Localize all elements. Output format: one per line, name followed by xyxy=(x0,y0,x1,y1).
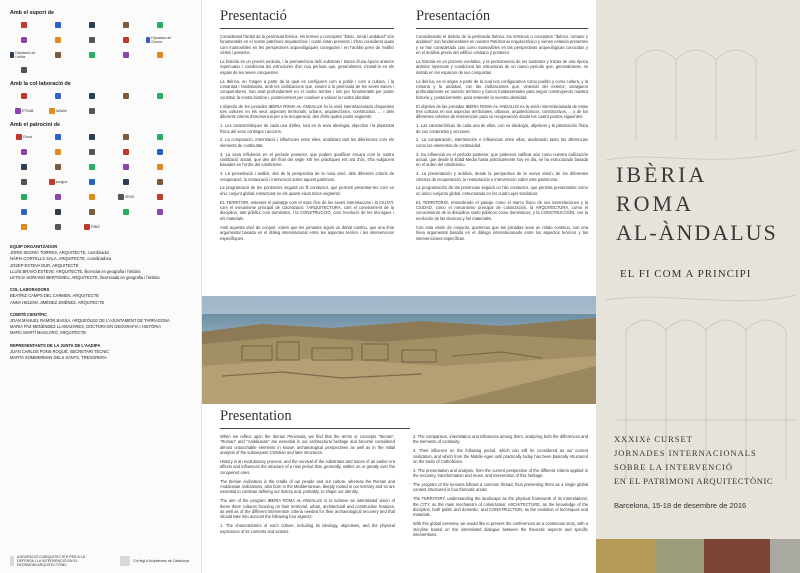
generic-logo-icon xyxy=(16,134,22,140)
collaborator-name: BEATRIZ CAMPS DEL CARMEN, ARQUITECTE xyxy=(10,293,99,299)
catalan-paragraph: L'objectiu de les jornades IBÈRIA ROMA AL-ÀNDALUS és la visió interrelacionada d'aquestes tres cultures en els seus aspectes territorials, urbans, arquitectònics, constructius, ... i dels diferents criteris d'intervenció per a la recuperació, des d'ells quatre punts següents: xyxy=(220,103,394,120)
english-paragraph: The Iberian civilization is the cradle of our people and our culture, whereas the Roman and Andalusian civilizations, also born in the Mediterranean, deeply rooted in our territory and so are essential to continue defining our history and, probably, to shape our identity. xyxy=(220,478,395,495)
english-column-left xyxy=(220,434,395,541)
junta-list xyxy=(10,349,191,361)
event-line-3: SOBRE LA INTERVENCIÓ xyxy=(614,462,733,472)
sponsor-panel xyxy=(0,0,202,573)
support-logo xyxy=(10,19,38,30)
generic-logo-icon xyxy=(21,67,27,73)
generic-logo-icon xyxy=(123,149,129,155)
spanish-title: Presentación xyxy=(416,8,588,29)
patron-logo xyxy=(146,206,174,217)
site-photo-icon xyxy=(202,296,596,404)
cover-title-line-1: IBÈRIA xyxy=(616,162,708,187)
spanish-paragraph: 1. Las características de cada una de ellas, con su ideología, objetivos y la plasmación física de sus contenidos y acciones. xyxy=(416,123,588,134)
patron-logo xyxy=(44,131,72,142)
organizer-name: NÀRIA CORTELLS SALA, ARQUITECTE, coordinadora xyxy=(10,256,112,262)
generic-logo-icon xyxy=(55,52,61,58)
cover-title-line-3: AL-ÀNDALUS xyxy=(616,220,778,245)
english-paragraph: The TERRITORY, understanding the landscape as the physical framework of its interrelations; the CITY, as the main mechanism of colonization; ARCHITECTURE, as the knowledge of the discipline, both public and domestic; and CONSTRUCTION, as the evolution of techniques and materials. xyxy=(413,496,588,518)
generic-logo-icon xyxy=(157,93,163,99)
catalan-paragraph: La Ibèrica, en l'origen a partir de la qual es configuren com a poble i com a cultura, i la romanitat i l'andalusina, amb les civilitzacions que, essent a la península de les seves traces i conqueridores, han anat profundament en el nostre territori i són per fonamentals per poder construir la nostra història i, posteriorment per conèixer a valorar la nostra identitat. xyxy=(220,78,394,100)
generic-logo-icon xyxy=(55,149,61,155)
generic-logo-icon xyxy=(55,22,61,28)
generic-logo-icon xyxy=(55,209,61,215)
support-heading: Amb el suport de xyxy=(10,10,55,16)
collab-logo xyxy=(78,90,106,101)
cover-title-line-2: ROMA xyxy=(616,191,695,216)
english-paragraph: The program of the lectures follows a common thread, thus presenting them as a single global content structured in four thematic areas: xyxy=(413,482,588,493)
english-paragraph: 4. The presentation and analysis, from the current perspective of the different criteria applied in the recovery, transformation and reuse, and intervention of this heritage. xyxy=(413,467,588,479)
spanish-paragraph: La historia es un proceso evolutivo, y la permanencia de los sustratos y trazas de una época anterior repercute y condiciona las estructuras de un nuevo período que, generalmente, se instala en los espacios de sus conquistas. xyxy=(416,59,588,75)
support-logo-label: Diputació de Lleida xyxy=(15,50,36,59)
cover-title xyxy=(616,160,778,247)
patron-logo xyxy=(10,206,38,217)
catalan-paragraph: Amb aquesta visió de conjunt, volem que les jornades siguin un debat continu, que una línia argumental basada en el diàleg interrelacionat entre les aspectes teòrics i les intervencions específiques. xyxy=(220,224,394,241)
generic-logo-icon xyxy=(89,93,95,99)
spanish-paragraph: EL TERRITORIO, entendiendo el paisaje como el marco físico de sus interrelaciones y la CIUDAD, como el mecanismo principal de colonización, la ARQUITECTURA, como el conocimiento de la disciplina, tanto públicos como domésticos, y la CONSTRUCCIÓN, con la evolución de las técnicas y los materiales. xyxy=(416,199,588,221)
footer-logos xyxy=(10,555,200,567)
patron-logo xyxy=(112,191,140,202)
junta-member: JUAN CARLOS PONS ROQUÉ, SECRETARI TÈCNIC xyxy=(10,348,110,354)
generic-logo-icon xyxy=(89,52,95,58)
organizer-name: JOSEP ESTEVA DUR, ARQUITECTE xyxy=(10,262,79,268)
patron-logo xyxy=(78,176,106,187)
collab-logo xyxy=(44,105,72,116)
committee-list xyxy=(10,318,191,337)
generic-logo-icon xyxy=(89,179,95,185)
patron-logo-label: Roca xyxy=(23,134,32,139)
patron-logo xyxy=(78,131,106,142)
patron-logo xyxy=(10,221,38,232)
generic-logo-icon xyxy=(55,93,61,99)
cover-stripe-2 xyxy=(656,539,704,573)
patron-logo xyxy=(78,221,106,232)
patron-logo-grid xyxy=(10,131,191,232)
generic-logo-icon xyxy=(55,224,61,230)
generic-logo-icon xyxy=(123,37,129,43)
patron-logo xyxy=(146,176,174,187)
generic-logo-icon xyxy=(89,209,95,215)
english-presentation xyxy=(206,404,596,573)
support-logo xyxy=(10,64,38,75)
spanish-paragraph: Considerando el ámbito de la península Ibérica, los términos o conceptos "ibérico, romano y andalusí" son fundamentales en nuestro Patrimonio Arquitectónico y vienen estando presentes y se han considerado casi como inamovibles en las perspectivas arqueológicas conocidas y en el análisis previo del edificio cristiano y posterior. xyxy=(416,34,588,56)
cover-stripe-4 xyxy=(770,539,800,573)
committee-member: JOAN MANUEL RAMÓN BASSA, ARQUEÒLEG DE L'AJUNTAMENT DE TARRAGONA xyxy=(10,318,170,324)
patron-logo-label: ISSSI xyxy=(124,194,135,199)
english-paragraph: When we reflect upon the Iberian Peninsula, we find that the terms or concepts "Iberian", "Roman" and "Andalusian" are essential in our architectural heritage and become considered almost untouchable elements in known archaeological perspectives as well as in the initial analysis of the subsequent Christian and later structures. xyxy=(220,434,395,456)
collab-logo-label: ETSAB xyxy=(21,108,34,113)
generic-logo-icon xyxy=(21,22,27,28)
patron-logo xyxy=(146,191,174,202)
spanish-paragraph: 3. Su influencia en el período posterior, que podemos calificar aún como nuestra civilización actual, que desde la Edad Media hasta prácticamente hoy en día, se ha estructurado basada en el orden del catolicismo. xyxy=(416,151,588,168)
patron-logo-label: RIBÓ xyxy=(91,224,100,229)
organizer-name: LETICIA SORIANO BERTOMEU, ARQUITECTE, llicenciada en geografia i història xyxy=(10,275,160,281)
generic-logo-icon xyxy=(89,194,95,200)
event-line-2: JORNADES INTERNACIONALS xyxy=(614,448,757,458)
patron-logo-label: sorigué xyxy=(55,179,68,184)
junta-heading: REPRESENTANTS DE LA JUNTA DE L'AADIPA xyxy=(10,342,101,348)
patron-logo xyxy=(112,161,140,172)
coac-logo-icon xyxy=(120,556,130,566)
patron-logo xyxy=(78,146,106,157)
generic-logo-icon xyxy=(157,22,163,28)
generic-logo-icon xyxy=(157,179,163,185)
generic-logo-icon xyxy=(157,52,163,58)
patron-logo xyxy=(112,131,140,142)
generic-logo-icon xyxy=(157,134,163,140)
generic-logo-icon xyxy=(123,179,129,185)
english-paragraph: With this global overview, we would like to present the conferences as a continuous story, with a storyline based on the interrelated dialogue between the theoretic aspects and specific interventions. xyxy=(413,521,588,538)
collab-logo-grid xyxy=(10,90,191,116)
organizer-name: JORDI SEGRIÀ TORRES, ARQUITECTE, coordinador xyxy=(10,250,110,256)
generic-logo-icon xyxy=(89,22,95,28)
catalan-paragraph: La programació de les ponències seguirà un fil conductor, que permeti presentar-les com un únic conjunt global, estructurat en els quatre eixos tancs següents: xyxy=(220,185,394,196)
support-logo xyxy=(44,49,72,60)
patron-logo xyxy=(10,176,38,187)
patron-logo xyxy=(10,191,38,202)
generic-logo-icon xyxy=(89,164,95,170)
event-date: Barcelona, 15-18 de desembre de 2016 xyxy=(614,501,747,510)
generic-logo-icon xyxy=(123,209,129,215)
generic-logo-icon xyxy=(55,37,61,43)
cover-stripe-1 xyxy=(596,539,656,573)
committee-member: MARIA PAZ MENÉNDEZ LLAMAZARES, DOCTORA EN GEOGRAFIA I HISTÒRIA xyxy=(10,324,162,330)
generic-logo-icon xyxy=(89,149,95,155)
support-logo-grid xyxy=(10,19,191,75)
generic-logo-icon xyxy=(49,108,55,114)
generic-logo-icon xyxy=(21,209,27,215)
patron-logo xyxy=(44,206,72,217)
patron-logo xyxy=(10,131,38,142)
cover-subtitle: EL FI COM A PRINCIPI xyxy=(620,268,752,280)
generic-logo-icon xyxy=(118,194,124,200)
aqueduct-outline-icon xyxy=(596,0,800,573)
collab-logo xyxy=(44,90,72,101)
aadipa-logo-icon xyxy=(10,556,14,566)
spanish-paragraph: 4. La presentación y análisis, desde la perspectiva de la nueva visión, de los diferentes criterios de recuperación, la restauración e intervención sobre este patrimonio. xyxy=(416,171,588,182)
support-logo xyxy=(44,19,72,30)
catalan-paragraph: 2. La comparació, interrelació i influències entre elles, analitzant tant les diferències com els elements de continuïtat. xyxy=(220,137,394,148)
patron-logo xyxy=(10,146,38,157)
patron-logo xyxy=(78,206,106,217)
generic-logo-icon xyxy=(10,52,14,58)
patron-logo xyxy=(44,191,72,202)
cover-panel xyxy=(596,0,800,573)
support-logo xyxy=(78,19,106,30)
support-logo xyxy=(112,49,140,60)
generic-logo-icon xyxy=(21,37,27,43)
collab-logo xyxy=(10,90,38,101)
patron-logo xyxy=(112,206,140,217)
collab-logo xyxy=(146,90,174,101)
junta-member: MARTA SOMMERMAN DELS SANTS, TRESORERA xyxy=(10,355,107,361)
support-logo xyxy=(78,34,106,45)
patron-logo xyxy=(10,161,38,172)
generic-logo-icon xyxy=(157,164,163,170)
catalan-paragraph: 4. La presentació i anàlisi, des de la perspectiva de la nova visió, dels diferents criteris de recuperació, la restauració i intervenció sobre aquest patrimoni. xyxy=(220,171,394,182)
collaborators-heading: COL·LABORADORS xyxy=(10,287,50,293)
collaborator-list xyxy=(10,293,191,305)
support-logo xyxy=(112,34,140,45)
collaborator-name: ANNA HELENA JIMÉNEZ JIMÉNEZ, ARQUITECTE xyxy=(10,299,105,305)
organizer-list xyxy=(10,250,191,281)
generic-logo-icon xyxy=(123,52,129,58)
english-paragraph: 1. The characteristics of each culture, including its ideology, objectives, and the physical expression of its contents and actions. xyxy=(220,523,395,534)
event-line-1: XXXIXè CURSET xyxy=(614,434,693,444)
generic-logo-icon xyxy=(123,134,129,140)
support-logo xyxy=(146,49,174,60)
patron-logo xyxy=(78,191,106,202)
generic-logo-icon xyxy=(123,93,129,99)
patron-logo xyxy=(78,161,106,172)
event-line-4: EN EL PATRIMONI ARQUITECTÒNIC xyxy=(614,476,774,486)
patron-logo xyxy=(112,176,140,187)
spanish-paragraph: El objetivo de las jornadas IBÈRIA ROMA AL-ÀNDALUS es la visión interrelacionada de estas tres culturas en sus aspectos territoriales, urbanos, arquitectónicos, constructivos, ... y de los diferentes criterios de intervención para su recuperación desde los cuatro puntos siguientes: xyxy=(416,103,588,120)
collab-logo xyxy=(78,105,106,116)
catalan-title: Presentació xyxy=(220,8,394,29)
generic-logo-icon xyxy=(21,93,27,99)
generic-logo-icon xyxy=(123,22,129,28)
english-column-right xyxy=(413,434,588,541)
generic-logo-icon xyxy=(55,164,61,170)
generic-logo-icon xyxy=(21,149,27,155)
patron-logo xyxy=(112,146,140,157)
generic-logo-icon xyxy=(15,108,21,114)
catalan-paragraph: 3. La seva influència en el període posterior, que podem qualificar encara com la nostra civilització actual, que des del final del segle XIII les pràctiques ent ara d'ús, s'ha subjacent basades en l'ordre del catolicisme. xyxy=(220,151,394,168)
spanish-paragraph: La programación de las ponencias seguirá un hilo conductor, que permita presentarlas como un único conjunto global, estructurado en los cuatro ejes temáticos: xyxy=(416,185,588,196)
collab-heading: Amb la col·laboració de xyxy=(10,81,71,87)
patron-logo xyxy=(44,176,72,187)
spanish-paragraph: La ibérica, en el origen a partir de la cual nos configuramos como pueblo y como cultura, y la romana y la andalusí, con las civilizaciones que, viniendo del exterior, arraigaron profundamente en nuestro territorio y fueron fundamentales para seguir construyendo nuestra historia y, posteriormente, para entender la nuestra identidad. xyxy=(416,78,588,100)
generic-logo-icon xyxy=(49,179,55,185)
collab-logo-label: laSalle xyxy=(56,108,67,113)
committee-heading: COMITÈ CIENTÍFIC xyxy=(10,311,48,317)
collab-logo xyxy=(10,105,38,116)
catalan-paragraph: Considerant l'àmbit de la península Ibèrica, els termes o conceptes "ibèric, romà i andalusí" són fonamentals en el nostre patrimoni arquitectònic i conté estan presents i s'han considerat quasi com inamovibles en les perspectives arqueològiques conegudes i en l'anàlisi previ de l'edifici cristià i posterior. xyxy=(220,34,394,56)
cover-stripe-3 xyxy=(704,539,770,573)
committee-member: MARC MARTÍ MASCARÓ, ARQUITECTE xyxy=(10,330,87,336)
generic-logo-icon xyxy=(157,209,163,215)
catalan-paragraph: La història és un procés evolutiu, i la permanència dels substrats i traces d'una època anterior repercuteix i condiciona les estructures d'un nou període que, generalment, s'instal·la en els espais de les seves conquestes. xyxy=(220,59,394,75)
english-paragraph: The aim of the program IBERIA ROMA AL-ANDALUS is to achieve an interrelated vision of these three cultures focusing on their territorial, urban, architectural and construction features, as well as of the different intervention criteria needed for their archaeological recovery and that should take into account the following four aspects: xyxy=(220,498,395,520)
generic-logo-icon xyxy=(84,224,90,230)
generic-logo-icon xyxy=(123,164,129,170)
catalan-paragraph: EL TERRITORI, entenent el paisatge com el marc físic de les seves interrelacions i la CIUTAT, com el mecanisme principal de colonització, l'ARQUITECTURA, com el coneixement de la disciplina, tant públics com domèstics, i la CONSTRUCCIÓ, com l'evolució de les tècniques i els materials. xyxy=(220,199,394,221)
generic-logo-icon xyxy=(55,194,61,200)
support-logo xyxy=(10,49,38,60)
english-paragraph: 2. The comparison, interrelation and influences among them, analyzing both the differences and the elements of continuity. xyxy=(413,434,588,445)
patron-heading: Amb el patrocini de xyxy=(10,122,61,128)
generic-logo-icon xyxy=(157,194,163,200)
patron-logo xyxy=(146,131,174,142)
support-logo xyxy=(146,19,174,30)
support-logo xyxy=(10,34,38,45)
coac-logo: Col·legi d'Arquitectes de Catalunya xyxy=(120,556,200,566)
generic-logo-icon xyxy=(21,194,27,200)
catalan-paragraph: 1. Les característiques de cada una d'elles, tant en la seva ideologia, objectius i la plasticitat física del seus contingut i accions. xyxy=(220,123,394,134)
patron-logo xyxy=(44,161,72,172)
generic-logo-icon xyxy=(21,224,27,230)
team-list xyxy=(10,244,191,361)
generic-logo-icon xyxy=(157,149,163,155)
organizer-heading: EQUIP ORGANITZADOR xyxy=(10,244,58,249)
patron-logo xyxy=(44,146,72,157)
archaeological-site-photo xyxy=(202,296,596,404)
generic-logo-icon xyxy=(89,134,95,140)
spanish-paragraph: 2. La comparación, interrelación e influencias entre ellas, analizando tanto las diferencias como los elementos de continuidad. xyxy=(416,137,588,148)
generic-logo-icon xyxy=(146,37,150,43)
patron-logo xyxy=(146,161,174,172)
english-title: Presentation xyxy=(220,408,410,429)
generic-logo-icon xyxy=(21,179,27,185)
organizer-name: LLUÍS BRAVO ESTEVE, ARQUITECTE, llicenciat en geografia i història xyxy=(10,268,141,274)
aadipa-logo: AGRUPACIÓ D'ARQUITECTES PER A LA DEFENSA I LA INTERVENCIÓ EN EL PATRIMONI ARQUITECTÒNIC xyxy=(10,555,90,567)
patron-logo xyxy=(44,221,72,232)
patron-logo xyxy=(146,146,174,157)
generic-logo-icon xyxy=(89,108,95,114)
generic-logo-icon xyxy=(21,164,27,170)
english-paragraph: History is an evolutionary process, and the survival of the substrates and traces of an earlier era affects and influences the structure of a new period that, generally, settles on or greatly over the conquered ones. xyxy=(220,459,395,475)
support-logo xyxy=(44,34,72,45)
generic-logo-icon xyxy=(55,134,61,140)
support-logo xyxy=(112,19,140,30)
support-logo-label: Diputació de Girona xyxy=(151,35,172,44)
support-logo xyxy=(78,49,106,60)
english-paragraph: 3. Their influence on the following period, which can still be considered as our current civilization, and which from the Middle Ages until practically today has been basically structured on the basis of Catholicism. xyxy=(413,448,588,465)
generic-logo-icon xyxy=(89,37,95,43)
collab-logo xyxy=(112,90,140,101)
support-logo xyxy=(146,34,174,45)
spanish-paragraph: Con esta visión de conjunto, queremos que las jornadas sean un relato continuo, con una línea argumental basada en el diálogo interrelacionado entre los aspectos teóricos y las intervenciones específicas. xyxy=(416,224,588,241)
